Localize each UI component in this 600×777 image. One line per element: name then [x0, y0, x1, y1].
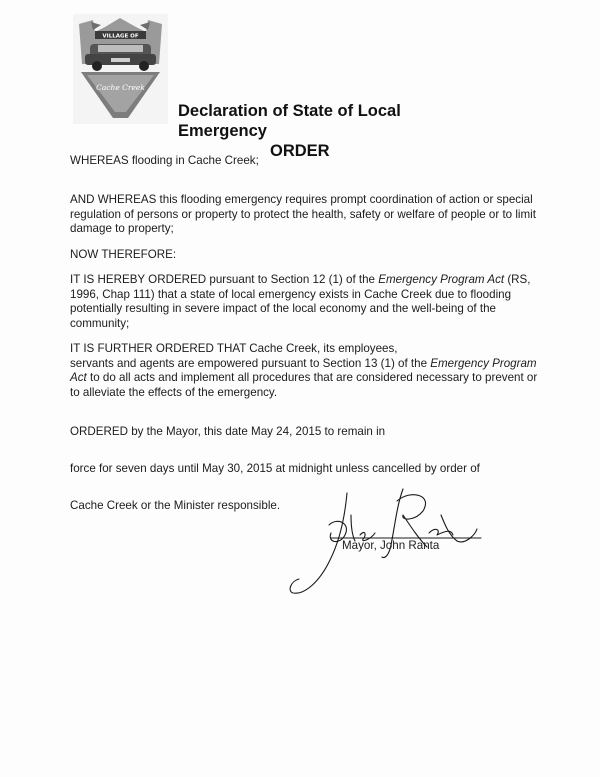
whereas-1: WHEREAS flooding in Cache Creek;: [70, 154, 259, 167]
ordered-1-post: (RS, 1996, Chap 111) that a state of local emergency exists in Cache Creek due to flooding potentially resulting in severe impact of the local economy and the well-being of the community;: [70, 273, 531, 330]
title-line-1: Declaration of State of Local Emergency: [178, 102, 401, 140]
now-therefore: NOW THEREFORE:: [70, 248, 177, 261]
closing-line-3: Cache Creek or the Minister responsible.: [70, 499, 281, 512]
ordered-1-pre: IT IS HEREBY ORDERED pursuant to Section 12 (1) of the: [70, 273, 379, 286]
ordered-2-pre: servants and agents are empowered pursuant to Section 13 (1) of the: [70, 356, 431, 370]
whereas-2: AND WHEREAS this flooding emergency requires prompt coordination of action or special regulation of persons or property to protect the health, safety or welfare of people or to limit damage to property;: [70, 193, 536, 235]
title-line-2: ORDER: [270, 142, 330, 160]
mayor-name: Mayor, John Ranta: [342, 539, 440, 552]
svg-text:Cache Creek: Cache Creek: [96, 83, 145, 92]
svg-text:VILLAGE OF: VILLAGE OF: [102, 33, 139, 40]
village-logo: [73, 14, 168, 124]
ordered-2-post: to do all acts and implement all procedures that are considered necessary to prevent or to alleviate the effects of the emergency.: [70, 371, 538, 399]
ordered-2-line1: IT IS FURTHER ORDERED THAT Cache Creek, its employees,: [70, 342, 398, 355]
ordered-2-act: Emergency Program Act: [70, 356, 537, 384]
ordered-1-act: Emergency Program Act: [378, 273, 505, 286]
closing-line-2: force for seven days until May 30, 2015 at midnight unless cancelled by order of: [70, 462, 480, 475]
ordered-paragraph-2: [70, 342, 540, 400]
closing-line-1: ORDERED by the Mayor, this date May 24, 2015 to remain in: [70, 425, 386, 438]
document-title: [178, 101, 478, 161]
ordered-paragraph-1: [70, 273, 540, 331]
